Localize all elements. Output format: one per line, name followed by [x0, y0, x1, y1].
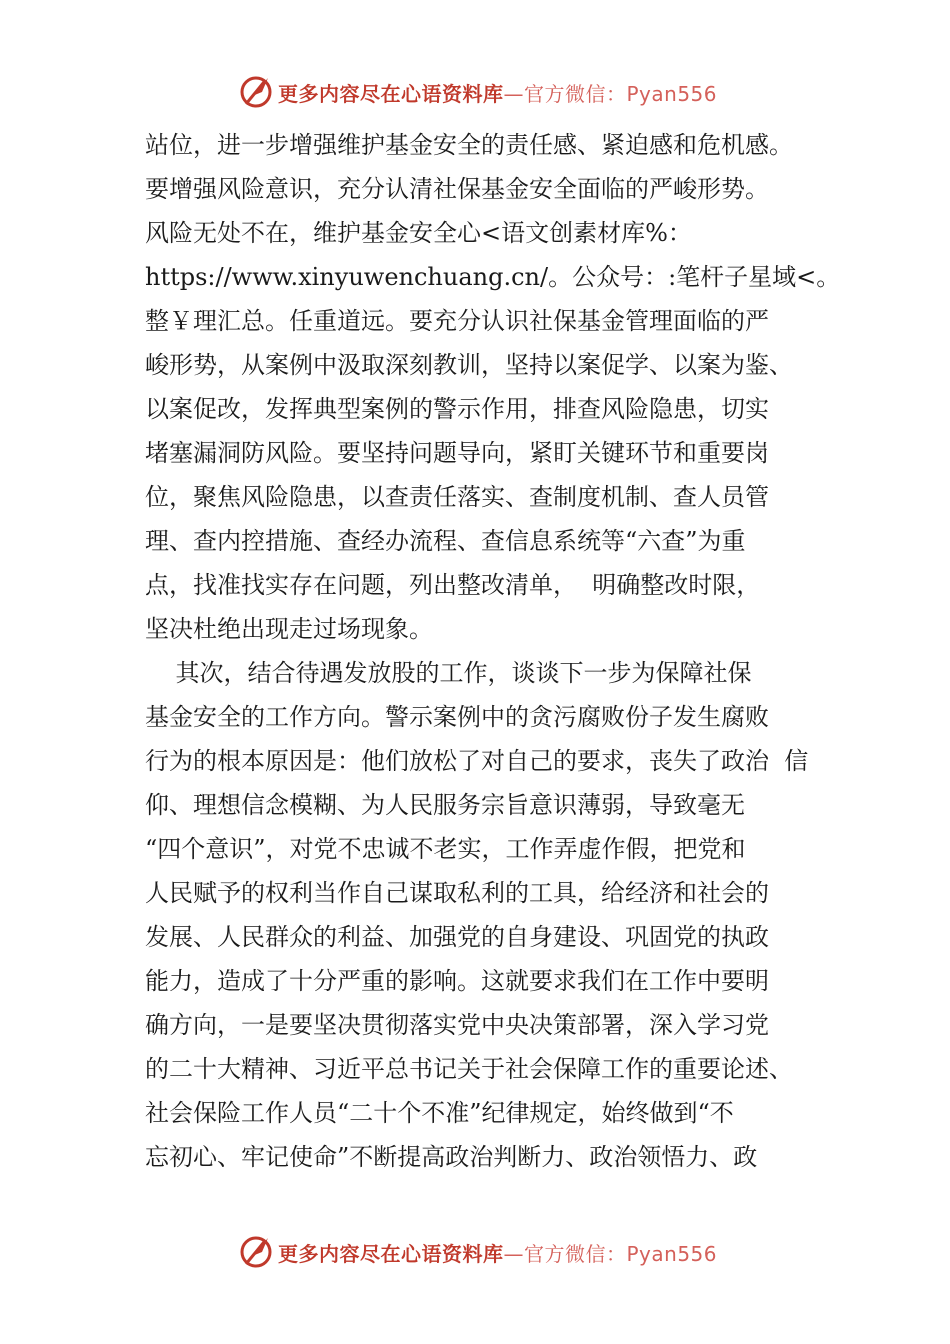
text-line: 站位，进一步增强维护基金安全的责任感、紧迫感和危机感。: [145, 131, 793, 159]
text-line: 点，找准找实存在问题，列出整改清单， 明确整改时限，: [145, 571, 761, 599]
text-line: 的二十大精神、习近平总书记关于社会保障工作的重要论述、: [145, 1055, 793, 1083]
banner-text: [278, 78, 717, 107]
text-line: 坚决杜绝出现走过场现象。: [145, 615, 433, 643]
text-line: 其次，结合待遇发放股的工作，谈谈下一步为保障社保: [145, 659, 752, 687]
text-line: 位，聚焦风险隐患，以查责任落实、查制度机制、查人员管: [145, 483, 769, 511]
text-line: https://www.xinyuwenchuang.cn/。公众号：:笔杆子星域<。: [145, 263, 841, 291]
text-line: 发展、人民群众的利益、加强党的自身建设、巩固党的执政: [145, 923, 769, 951]
text-line: 忘初心、牢记使命”不断提高政治判断力、政治领悟力、政: [145, 1143, 758, 1171]
text-line: 整￥理汇总。任重道远。要充分认识社保基金管理面临的严: [145, 307, 769, 335]
text-line: 仰、理想信念模糊、为人民服务宗旨意识薄弱，导致毫无: [145, 791, 745, 819]
quill-logo-icon: [238, 1234, 274, 1270]
banner-wechat: 官方微信：Pyan556: [524, 1241, 718, 1266]
text-line: 理、查内控措施、查经办流程、查信息系统等“六查”为重: [145, 527, 746, 555]
text-line: 人民赋予的权利当作自己谋取私利的工具，给经济和社会的: [145, 879, 769, 907]
text-line: 要增强风险意识，充分认清社保基金安全面临的严峻形势。: [145, 175, 769, 203]
banner-brand: 更多内容尽在心语资料库: [278, 81, 504, 106]
text-line: 能力，造成了十分严重的影响。这就要求我们在工作中要明: [145, 967, 769, 995]
text-line: 堵塞漏洞防风险。要坚持问题导向，紧盯关键环节和重要岗: [145, 439, 769, 467]
text-line: 确方向，一是要坚决贯彻落实党中央决策部署，深入学习党: [145, 1011, 769, 1039]
banner-separator: —: [503, 81, 524, 106]
text-line: 行为的根本原因是：他们放松了对自己的要求，丧失了政治 信: [145, 747, 809, 775]
text-line: 基金安全的工作方向。警示案例中的贪污腐败份子发生腐败: [145, 703, 769, 731]
text-line: 峻形势，从案例中汲取深刻教训，坚持以案促学、以案为鉴、: [145, 351, 793, 379]
banner-separator: —: [503, 1241, 524, 1266]
header-banner: [238, 74, 758, 110]
text-line: 以案促改，发挥典型案例的警示作用，排查风险隐患，切实: [145, 395, 769, 423]
banner-brand: 更多内容尽在心语资料库: [278, 1241, 504, 1266]
text-line: 社会保险工作人员“二十个不准”纪律规定，始终做到“不: [145, 1099, 734, 1127]
banner-wechat: 官方微信：Pyan556: [524, 81, 718, 106]
text-line: 风险无处不在，维护基金安全心<语文创素材库%：: [145, 219, 692, 247]
text-line: “四个意识”，对党不忠诚不老实，工作弄虚作假，把党和: [145, 835, 746, 863]
footer-banner: [238, 1234, 758, 1270]
banner-text: [278, 1238, 717, 1267]
quill-logo-icon: [238, 74, 274, 110]
